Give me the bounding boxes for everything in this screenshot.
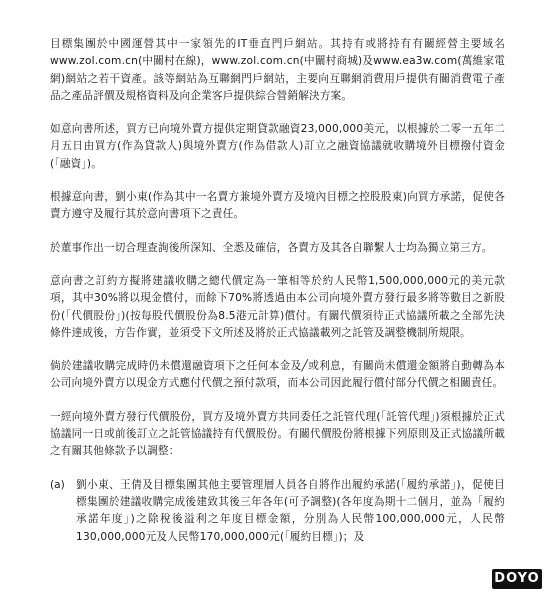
paragraph-independence: 於董事作出一切合理查詢後所深知、全悉及確信，各賣方及其各自聯繫人士均為獨立第三方。 (50, 241, 493, 254)
list-item-a (50, 477, 505, 546)
paragraph-undertaking: 根據意向書，劉小東(作為其中一名賣方兼境外賣方及境內目標之控股股東)向買方承諾，促使各賣方遵守及履行其於意向書項下之責任。 (50, 191, 505, 221)
list-item-label: (a) (50, 478, 65, 491)
doyo-logo: DOYO (492, 569, 542, 589)
document-page (50, 36, 505, 546)
paragraph-financing: 如意向書所述，買方已向境外賣方提供定期貸款融資23,000,000美元，以根據於二零一五年二月五日由買方(作為貸款人)與境外賣方(作為借款人)訂立之融資協議就收購境外目標撥付資金(「融資」)。 (50, 123, 505, 170)
paragraph-repayment: 倘於建議收購完成時仍未償還融資項下之任何本金及╱或利息，有關尚未償還金額將自動轉為本公司向境外賣方以現金方式應付代價之預付款項，而本公司因此履行償付部分代價之相關責任。 (50, 360, 505, 390)
paragraph-consideration: 意向書之訂約方擬將建議收購之總代價定為一筆相等於約人民幣1,500,000,000元的美元款項，其中30%將以現金償付，而餘下70%將透過由本公司向境外賣方發行最多將等數目之新股份(「代價股份」)(按每股代價股份為8.5港元計算)償付。有關代價須待正式協議所載之全部先決條件達成後，方告作實，並須受下文所述及將於正式協議載列之託管及調整機制所規限。 (50, 274, 505, 339)
paragraph-escrow: 一經向境外賣方發行代價股份，買方及境外賣方共同委任之託管代理(「託管代理」)須根據於正式協議同一日或前後訂立之託管協議持有代價股份。有關代價股份將根據下列原則及正式協議所載之有關其他條款予以調整： (50, 410, 505, 458)
paragraph-target-group: 目標集團於中國運營其中一家領先的IT垂直門戶網站。其持有或將持有有關經營主要域名www.zol.com.cn(中關村在線)，www.zol.com.cn(中關村商城)及www.ea3w.com(萬維家電網)網站之若干資產。該等網站為互聯網門戶網站，主要向互聯網消費用戶提供有關消費電子產品之產品評價及規格資料及向企業客戶提供綜合營銷解決方案。 (50, 38, 505, 102)
list-item-text: 劉小東、王倩及目標集團其他主要管理層人員各自將作出履約承諾(「履約承諾」)，促使目標集團於建議收購完成後建致其後三年各年(可予調整)(各年度為期十二個月，並為「履約承諾年度」)之除稅後溢利之年度目標金額，分別為人民幣100,000,000元，人民幣130,000,000元及人民幣170,000,000元(「履約目標」)；及 (76, 478, 505, 543)
